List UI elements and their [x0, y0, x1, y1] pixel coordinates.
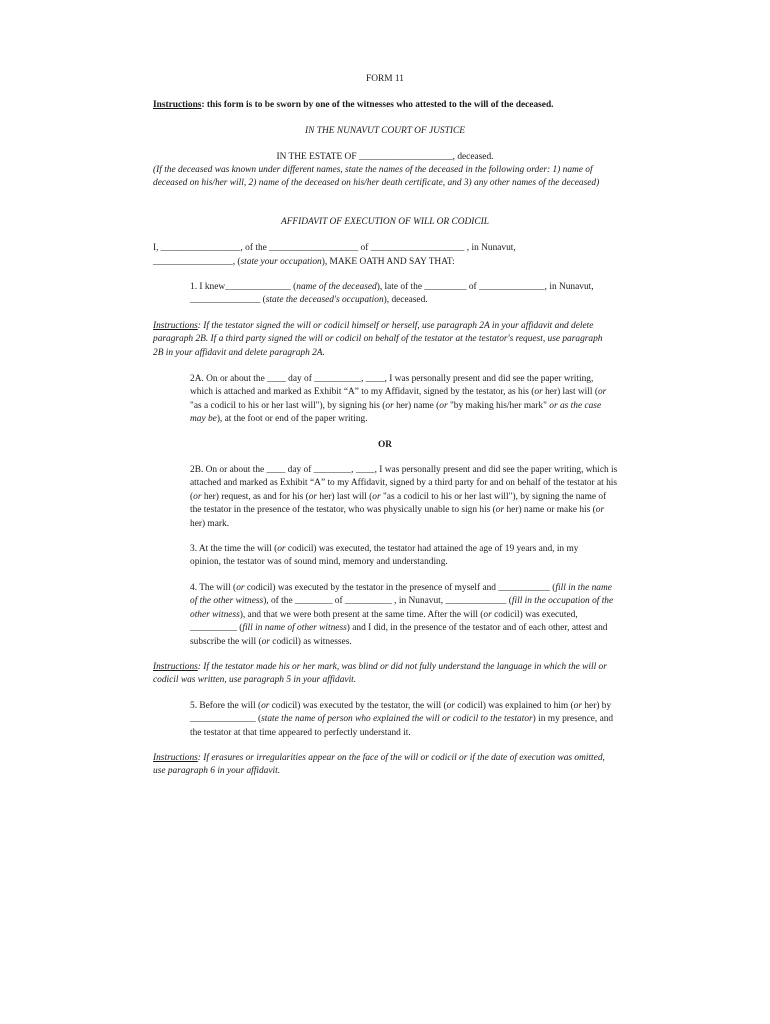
paragraph-1: 1. I knew______________ (name of the deceased), late of the _________ of ______________, in Nunavut, _______________ (state the deceased's occupation), deceased. — [190, 282, 594, 306]
oath-line-2: _________________, (state your occupation), MAKE OATH AND SAY THAT: — [153, 257, 455, 267]
paragraph-2a: 2A. On or about the ____ day of __________, ____, I was personally present and did see the paper writing, which is attached and marked as Exhibit “A” to my Affidavit, signed by the testator, as his (or her) last will (or "as a codicil to his or her last will"), by signing his (or her) name (or "by making his/her mark" or as the case may be), at the foot or end of the paper writing. — [190, 374, 607, 425]
or-separator: OR — [377, 440, 393, 450]
paragraph-5: 5. Before the will (or codicil) was executed by the testator, the will (or codicil) was explained to him (or her) by ______________ (state the name of person who explained the will or codicil to the testator) in my presence, and the testator at that time appeared to perfectly understand it. — [190, 701, 614, 738]
estate-line: IN THE ESTATE OF ____________________, deceased. — [276, 152, 494, 162]
affidavit-title: AFFIDAVIT OF EXECUTION OF WILL OR CODICIL — [280, 217, 490, 227]
paragraph-2b: 2B. On or about the ____ day of ________, ____, I was personally present and did see the paper writing, which is attached and marked as Exhibit “A” to my Affidavit, signed by a third party for and on behalf of the testator at his (or her) request, as and for his (or her) last will (or "as a codicil to his or her last will"), by signing the name of the testator in the presence of the testator, who was physically unable to sign his (or her) name or make his (or her) mark. — [190, 465, 618, 529]
paragraph-4: 4. The will (or codicil) was executed by the testator in the presence of myself and ___________ (fill in the name of the other witness), of the ________ of __________ , in Nunavut, _____________ (fill in the occupation of the other witness), and that we were both present at the same time. After the will (or codicil) was executed, __________ (fill in name of other witness) and I did, in the presence of the testator and of each other, attest and subscribe the will (or codicil) as witnesses. — [190, 583, 614, 647]
instructions-label: Instructions — [153, 100, 202, 110]
instructions-text: : this form is to be sworn by one of the witnesses who attested to the will of the deceased. — [201, 100, 554, 110]
instructions-2: Instructions: If the testator signed the will or codicil himself or herself, use paragraph 2A in your affidavit and delete paragraph 2B. If a third party signed the will or codicil on behalf of the testator at the testator's request, use paragraph 2B in your affidavit and delete paragraph 2A. — [153, 321, 603, 358]
instructions-top — [153, 99, 623, 112]
court-name: IN THE NUNAVUT COURT OF JUSTICE — [305, 126, 465, 136]
form-title: FORM 11 — [366, 74, 404, 84]
instructions-3: Instructions: If the testator made his or her mark, was blind or did not fully understand the language in which the will or codicil was written, use paragraph 5 in your affidavit. — [153, 662, 607, 686]
paragraph-3: 3. At the time the will (or codicil) was executed, the testator had attained the age of 19 years and, in my opinion, the testator was of sound mind, memory and understanding. — [190, 544, 579, 568]
instructions-4: Instructions: If erasures or irregularities appear on the face of the will or codicil or if the date of execution was omitted, use paragraph 6 in your affidavit. — [153, 753, 605, 777]
estate-note: (If the deceased was known under different names, state the names of the deceased in the following order: 1) name of deceased on his/her will, 2) name of the deceased on his/her death certificate, and 3) any other names of the deceased) — [153, 165, 600, 189]
oath-line-1: I, _________________, of the ___________________ of ____________________ , in Nunavut, — [153, 243, 516, 253]
